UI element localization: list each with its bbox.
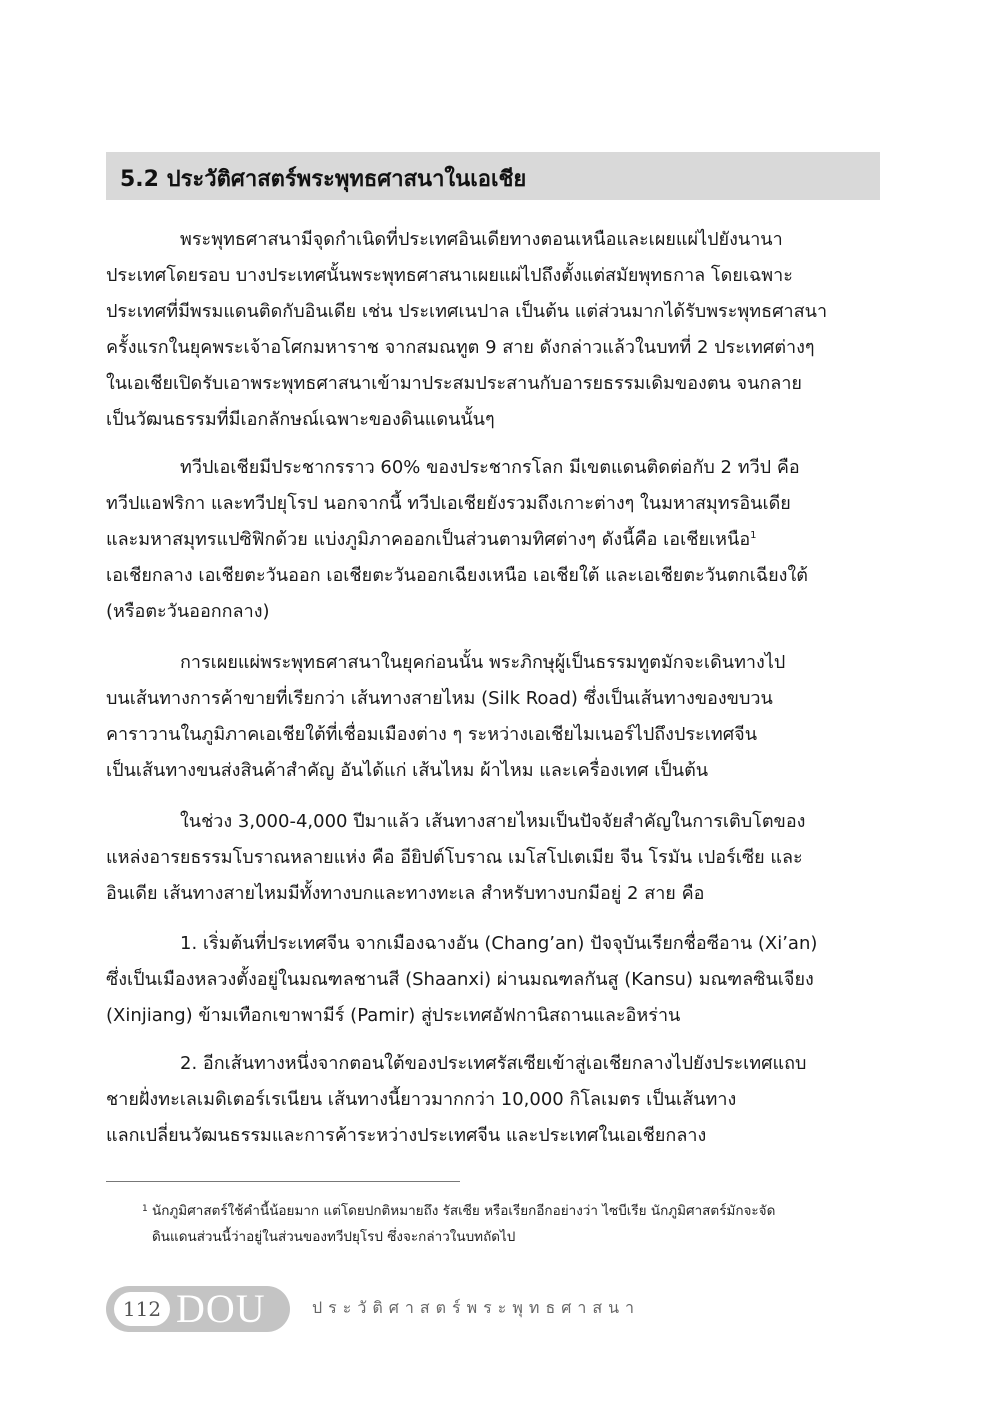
page-number: 112 xyxy=(114,1292,170,1326)
text-line: คาราวานในภูมิภาคเอเชียใต้ที่เชื่อมเมืองต่าง ๆ ระหว่างเอเชียไมเนอร์ไปถึงประเทศจีน xyxy=(106,724,758,745)
text-line: ในเอเชียเปิดรับเอาพระพุทธศาสนาเข้ามาประสมประสานกับอารยธรรมเดิมของตน จนกลาย xyxy=(106,373,802,394)
text-line: (หรือตะวันออกกลาง) xyxy=(106,601,270,622)
text-line: (Xinjiang) ข้ามเทือกเขาพามีร์ (Pamir) สู่ประเทศอัฟกานิสถานและอิหร่าน xyxy=(106,1005,681,1026)
text-line: บนเส้นทางการค้าขายที่เรียกว่า เส้นทางสายไหม (Silk Road) ซึ่งเป็นเส้นทางของขบวน xyxy=(106,688,773,709)
text-line: ประเทศโดยรอบ บางประเทศนั้นพระพุทธศาสนาเผยแผ่ไปถึงตั้งแต่สมัยพุทธกาล โดยเฉพาะ xyxy=(106,265,793,286)
text-line: ประเทศที่มีพรมแดนติดกับอินเดีย เช่น ประเทศเนปาล เป็นต้น แต่ส่วนมากได้รับพระพุทธศาสนา xyxy=(106,301,828,322)
footnote-line: นักภูมิศาสตร์ใช้คำนี้น้อยมาก แต่โดยปกติหมายถึง รัสเซีย หรือเรียกอีกอย่างว่า ไซบีเรีย นักภูมิศาสตร์มักจะจัด xyxy=(152,1203,776,1219)
footnote-line: ดินแดนส่วนนี้ว่าอยู่ในส่วนของทวีปยุโรป ซึ่งจะกล่าวในบทถัดไป xyxy=(152,1229,516,1245)
text-line: ชายฝั่งทะเลเมดิเตอร์เรเนียน เส้นทางนี้ยาวมากกว่า 10,000 กิโลเมตร เป็นเส้นทาง xyxy=(106,1089,737,1110)
text-line: แหล่งอารยธรรมโบราณหลายแห่ง คือ อียิปต์โบราณ เมโสโปเตเมีย จีน โรมัน เปอร์เซีย และ xyxy=(106,847,803,868)
text-line: แลกเปลี่ยนวัฒนธรรมและการค้าระหว่างประเทศจีน และประเทศในเอเชียกลาง xyxy=(106,1125,707,1146)
text-line: ทวีปแอฟริกา และทวีปยุโรป นอกจากนี้ ทวีปเอเชียยังรวมถึงเกาะต่างๆ ในมหาสมุทรอินเดีย xyxy=(106,493,791,514)
text-line-with-footnote xyxy=(106,522,880,558)
dou-logo: DOU xyxy=(176,1286,266,1331)
paragraph-2 xyxy=(106,450,880,630)
section-header-bar xyxy=(106,152,880,200)
text-line: อินเดีย เส้นทางสายไหมมีทั้งทางบกและทางทะเล สำหรับทางบกมีอยู่ 2 สาย คือ xyxy=(106,883,705,904)
footnote-reference: 1 xyxy=(750,530,757,541)
text-line: เป็นเส้นทางขนส่งสินค้าสำคัญ อันได้แก่ เส้นไหม ผ้าไหม และเครื่องเทศ เป็นต้น xyxy=(106,760,709,781)
footnote xyxy=(142,1198,882,1250)
text-line: ครั้งแรกในยุคพระเจ้าอโศกมหาราช จากสมณทูต 9 สาย ดังกล่าวแล้วในบทที่ 2 ประเทศต่างๆ xyxy=(106,337,815,358)
text-line: ในช่วง 3,000-4,000 ปีมาแล้ว เส้นทางสายไหมเป็นปัจจัยสำคัญในการเติบโตของ xyxy=(180,811,806,832)
paragraph-4 xyxy=(106,804,880,912)
text-line: เอเชียกลาง เอเชียตะวันออก เอเชียตะวันออกเฉียงเหนือ เอเชียใต้ และเอเชียตะวันตกเฉียงใต้ xyxy=(106,565,808,586)
text-line: ซึ่งเป็นเมืองหลวงตั้งอยู่ในมณฑลชานสี (Shaanxi) ผ่านมณฑลกันสู (Kansu) มณฑลซินเจียง xyxy=(106,969,814,990)
paragraph-1 xyxy=(106,222,880,438)
text-line: พระพุทธศาสนามีจุดกำเนิดที่ประเทศอินเดียทางตอนเหนือและเผยแผ่ไปยังนานา xyxy=(180,229,783,250)
footnote-mark: 1 xyxy=(142,1204,148,1214)
paragraph-3 xyxy=(106,645,880,789)
text-line: เป็นวัฒนธรรมที่มีเอกลักษณ์เฉพาะของดินแดนนั้นๆ xyxy=(106,409,495,430)
text-line: ทวีปเอเชียมีประชากรราว 60% ของประชากรโลก มีเขตแดนติดต่อกับ 2 ทวีป คือ xyxy=(180,457,800,478)
paragraph-5 xyxy=(106,926,880,1034)
section-title: 5.2 ประวัติศาสตร์พระพุทธศาสนาในเอเชีย xyxy=(120,167,527,192)
footnote-divider xyxy=(106,1181,460,1182)
running-title: ประวัติศาสตร์พระพุทธศาสนา xyxy=(312,1298,641,1317)
footer-badge xyxy=(106,1286,290,1332)
paragraph-6 xyxy=(106,1046,880,1154)
text-line: การเผยแผ่พระพุทธศาสนาในยุคก่อนนั้น พระภิกษุผู้เป็นธรรมทูตมักจะเดินทางไป xyxy=(180,652,786,673)
text-line: 1. เริ่มต้นที่ประเทศจีน จากเมืองฉางอัน (Chang’an) ปัจจุบันเรียกชื่อซีอาน (Xi’an) xyxy=(180,933,818,954)
text-line: 2. อีกเส้นทางหนึ่งจากตอนใต้ของประเทศรัสเซียเข้าสู่เอเชียกลางไปยังประเทศแถบ xyxy=(180,1053,807,1074)
text-line: และมหาสมุทรแปซิฟิกด้วย แบ่งภูมิภาคออกเป็นส่วนตามทิศต่างๆ ดังนี้คือ เอเชียเหนือ xyxy=(106,529,751,550)
